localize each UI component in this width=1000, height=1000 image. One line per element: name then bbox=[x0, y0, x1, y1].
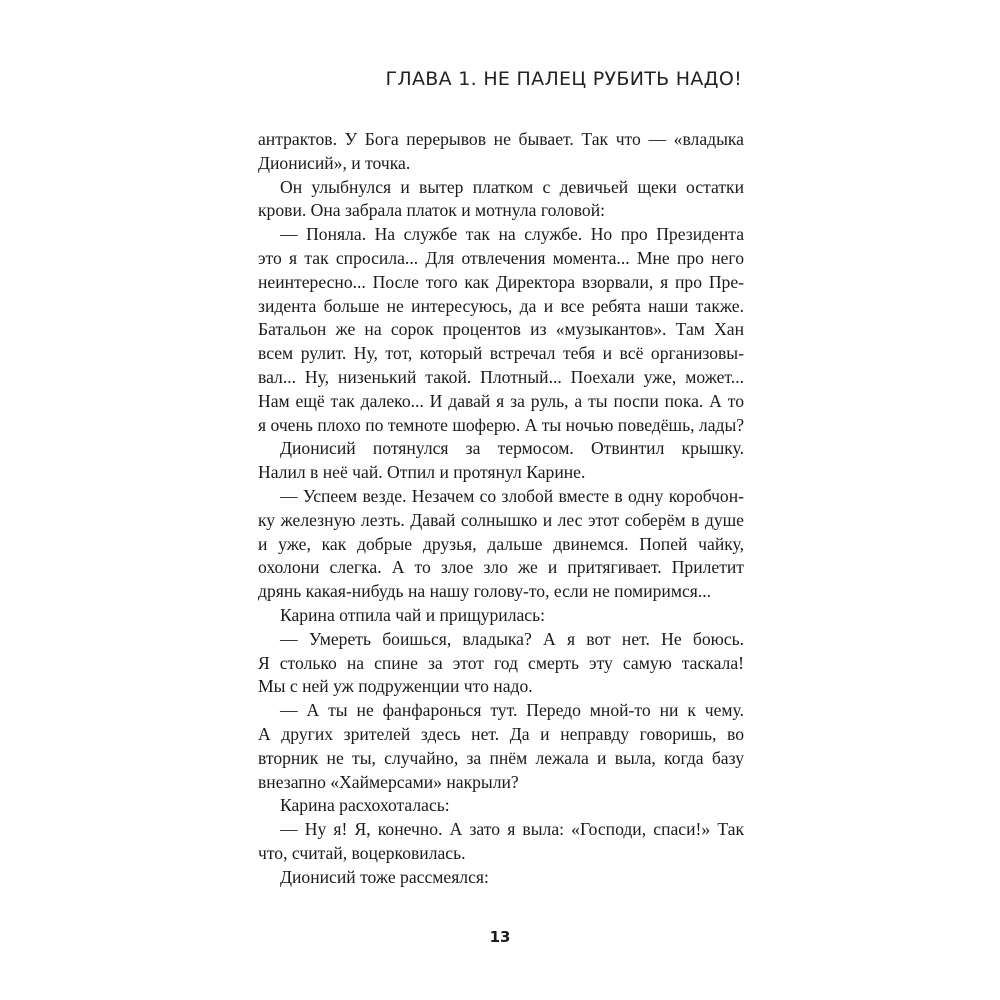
text-line: охолони слегка. А то злое зло же и притягивает. Прилетит bbox=[258, 557, 744, 578]
text-line: что, считай, воцерковилась. bbox=[258, 842, 466, 863]
page-number: 13 bbox=[489, 928, 511, 946]
text-line: Мы с ней уж подруженции что надо. bbox=[258, 676, 533, 697]
text-line: Нам ещё так далеко... И давай я за руль, а ты поспи пока. А то bbox=[258, 390, 744, 411]
text-line: всем рулит. Ну, тот, который встречал тебя и всё организовы- bbox=[258, 343, 744, 364]
text-line: Дионисий потянулся за термосом. Отвинтил крышку. bbox=[280, 438, 744, 459]
text-line: Налил в неё чай. Отпил и протянул Карине. bbox=[258, 462, 586, 483]
text-line: Карина отпила чай и прищурилась: bbox=[280, 604, 545, 625]
running-head: ГЛАВА 1. НЕ ПАЛЕЦ РУБИТЬ НАДО! bbox=[385, 68, 742, 90]
text-line: Я столько на спине за этот год смерть эту самую таскала! bbox=[258, 652, 744, 673]
text-line: Карина расхохоталась: bbox=[280, 795, 450, 816]
text-line: неинтересно... После того как Директора взорвали, я про Пре- bbox=[258, 271, 744, 292]
text-line: вал... Ну, низенький такой. Плотный... Поехали уже, может... bbox=[258, 366, 744, 387]
text-line: — А ты не фанфаронься тут. Передо мной-то ни к чему. bbox=[280, 700, 744, 721]
text-line: крови. Она забрала платок и мотнула головой: bbox=[258, 200, 606, 221]
text-line: Он улыбнулся и вытер платком с девичьей щеки остатки bbox=[280, 176, 744, 197]
text-line: ку железную лезть. Давай солнышко и лес этот соберём в душе bbox=[258, 509, 744, 530]
text-line: и уже, как добрые друзья, дальше двинемся. Попей чайку, bbox=[258, 533, 744, 554]
text-line: дрянь какая-нибудь на нашу голову-то, если не помиримся... bbox=[258, 581, 712, 602]
text-line: А других зрителей здесь нет. Да и неправду говоришь, во bbox=[258, 723, 744, 744]
text-line: — Поняла. На службе так на службе. Но про Президента bbox=[280, 224, 744, 245]
text-line: антрактов. У Бога перерывов не бывает. Так что — «владыка bbox=[258, 129, 744, 149]
text-line: зидента больше не интересуюсь, да и все ребята наши также. bbox=[258, 295, 744, 316]
text-line: внезапно «Хаймерсами» накрыли? bbox=[258, 771, 519, 792]
text-line: Дионисий», и точка. bbox=[258, 152, 411, 173]
body-text bbox=[258, 128, 744, 890]
text-line: — Ну я! Я, конечно. А зато я выла: «Господи, спаси!» Так bbox=[280, 819, 744, 840]
text-line: это я так спросила... Для отвлечения момента... Мне про него bbox=[258, 247, 744, 268]
text-line: Батальон же на сорок процентов из «музыкантов». Там Хан bbox=[258, 319, 744, 340]
text-line: — Успеем везде. Незачем со злобой вместе в одну коробчон- bbox=[280, 485, 744, 506]
text-line: Дионисий тоже рассмеялся: bbox=[280, 866, 489, 887]
text-line: — Умереть боишься, владыка? А я вот нет. Не боюсь. bbox=[280, 628, 744, 649]
text-line: я очень плохо по темноте шоферю. А ты ночью поведёшь, лады? bbox=[258, 414, 744, 435]
text-line: вторник не ты, случайно, за пнём лежала и выла, когда базу bbox=[258, 747, 744, 768]
